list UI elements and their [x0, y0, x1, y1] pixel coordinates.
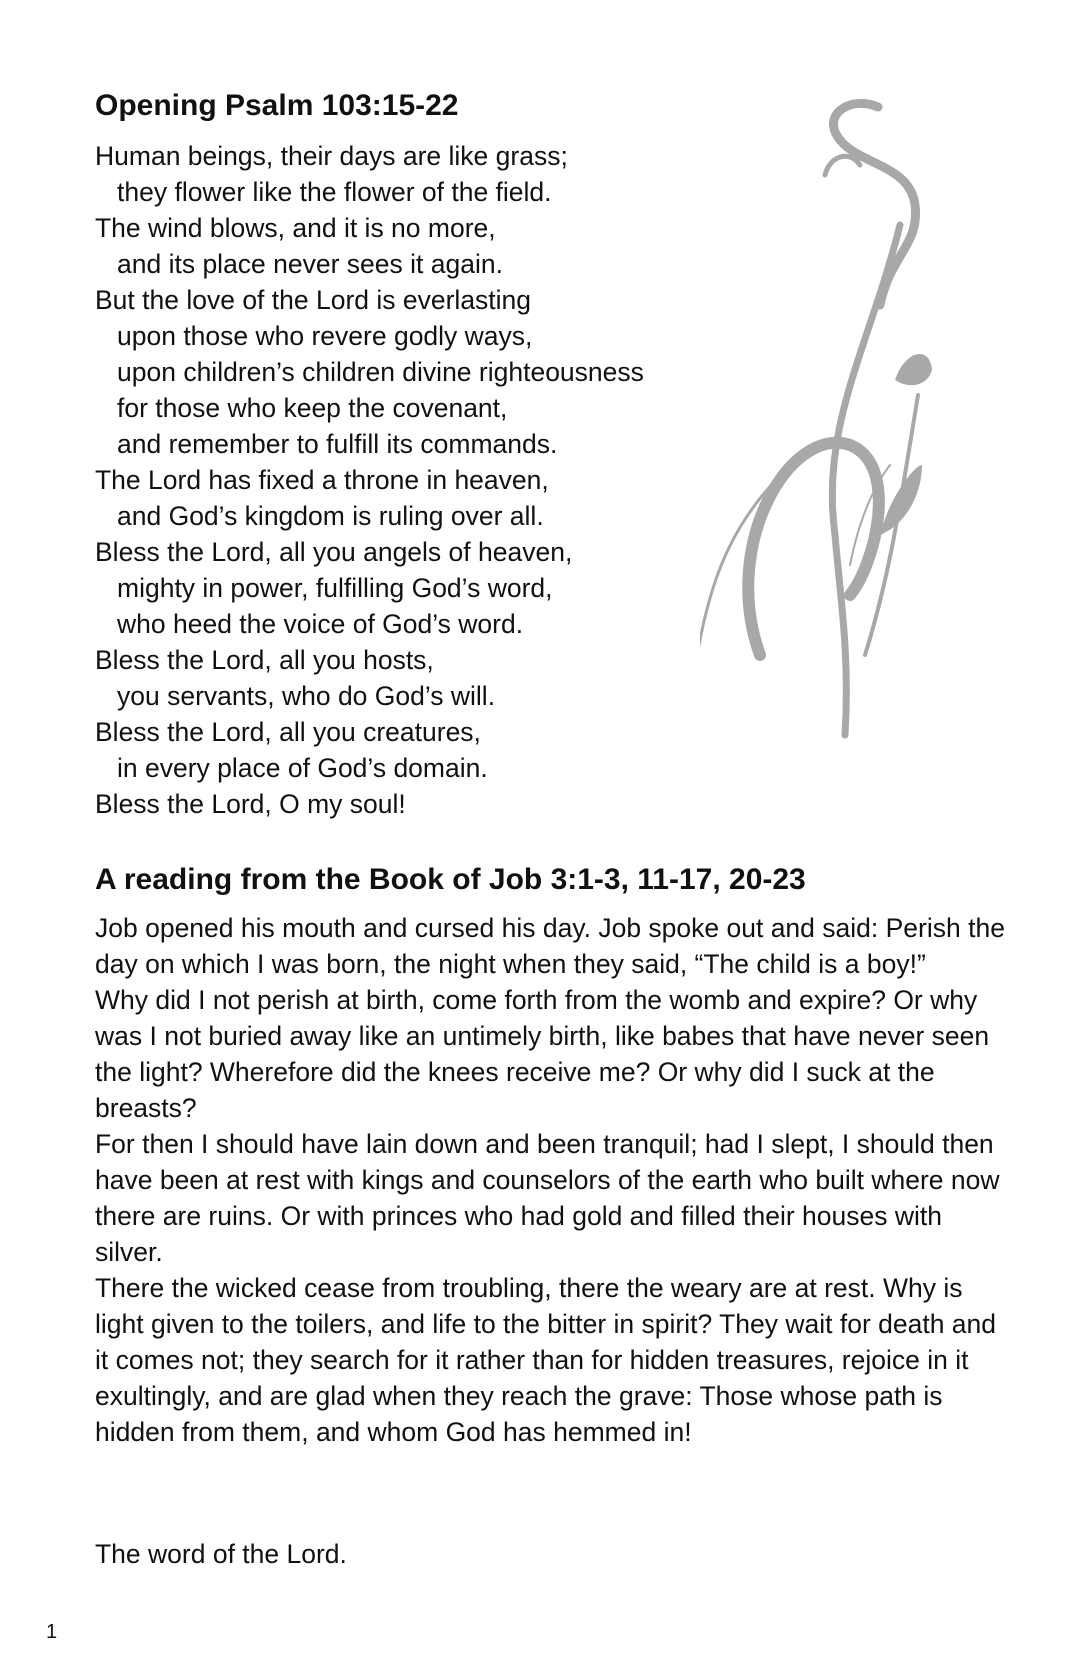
page-number: 1 — [46, 1621, 58, 1643]
reading-paragraph: Why did I not perish at birth, come forth from the womb and expire? Or why was I not buried away like an untimely birth, like babes that have never seen the light? Wherefore did the knees receive me? Or why did I suck at the breasts? — [95, 985, 990, 1123]
reading-paragraph: For then I should have lain down and been tranquil; had I slept, I should then have been at rest with kings and counselors of the earth who built where now there are ruins. Or with princes who had gold and filled their houses with silver. — [95, 1129, 1000, 1267]
psalm-line: and its place never sees it again. — [117, 249, 503, 279]
psalm-line: The wind blows, and it is no more, — [95, 213, 496, 243]
psalm-line: mighty in power, fulfilling God’s word, — [117, 573, 553, 603]
reading-text — [95, 910, 1015, 1450]
psalm-line: The Lord has fixed a throne in heaven, — [95, 465, 549, 495]
psalm-line: Human beings, their days are like grass; — [95, 141, 568, 171]
psalm-line: upon children’s children divine righteousness — [117, 357, 644, 387]
psalm-line: and remember to fulfill its commands. — [117, 429, 558, 459]
reading-closing: The word of the Lord. — [95, 1539, 347, 1569]
psalm-line: they flower like the flower of the field. — [117, 177, 552, 207]
psalm-line: Bless the Lord, all you hosts, — [95, 645, 434, 675]
flourish-curl — [834, 103, 916, 305]
psalm-line: But the love of the Lord is everlasting — [95, 285, 532, 315]
psalm-line: for those who keep the covenant, — [117, 393, 508, 423]
reading-paragraph: Job opened his mouth and cursed his day. Job spoke out and said: Perish the day on which I was born, the night when they said, “The child is a boy!” — [95, 913, 1005, 979]
flourish-loop — [748, 443, 879, 655]
flourish-icon — [700, 95, 1010, 795]
psalm-line: in every place of God’s domain. — [117, 753, 488, 783]
psalm-line: you servants, who do God’s will. — [117, 681, 496, 711]
psalm-line: Bless the Lord, O my soul! — [95, 789, 406, 819]
psalm-text — [95, 138, 644, 822]
flourish-hook — [825, 156, 860, 175]
psalm-line: and God’s kingdom is ruling over all. — [117, 501, 544, 531]
psalm-line: Bless the Lord, all you angels of heaven, — [95, 537, 573, 567]
psalm-line: upon those who revere godly ways, — [117, 321, 533, 351]
flourish-leaf-lower — [880, 465, 922, 535]
psalm-line: who heed the voice of God’s word. — [117, 609, 524, 639]
psalm-heading: Opening Psalm 103:15-22 — [95, 89, 459, 122]
psalm-line: Bless the Lord, all you creatures, — [95, 717, 481, 747]
reading-paragraph: There the wicked cease from troubling, there the weary are at rest. Why is light given to the toilers, and life to the bitter in spirit? They wait for death and it comes not; they search for it rather than for hidden treasures, rejoice in it exultingly, and are glad when they reach the grave: Those whose path is hidden from them, and whom God has hemmed in! — [95, 1273, 997, 1447]
flourish-stem — [832, 225, 900, 735]
flourish-leaf-upper — [895, 354, 932, 385]
reading-heading: A reading from the Book of Job 3:1-3, 11-17, 20-23 — [95, 863, 806, 896]
